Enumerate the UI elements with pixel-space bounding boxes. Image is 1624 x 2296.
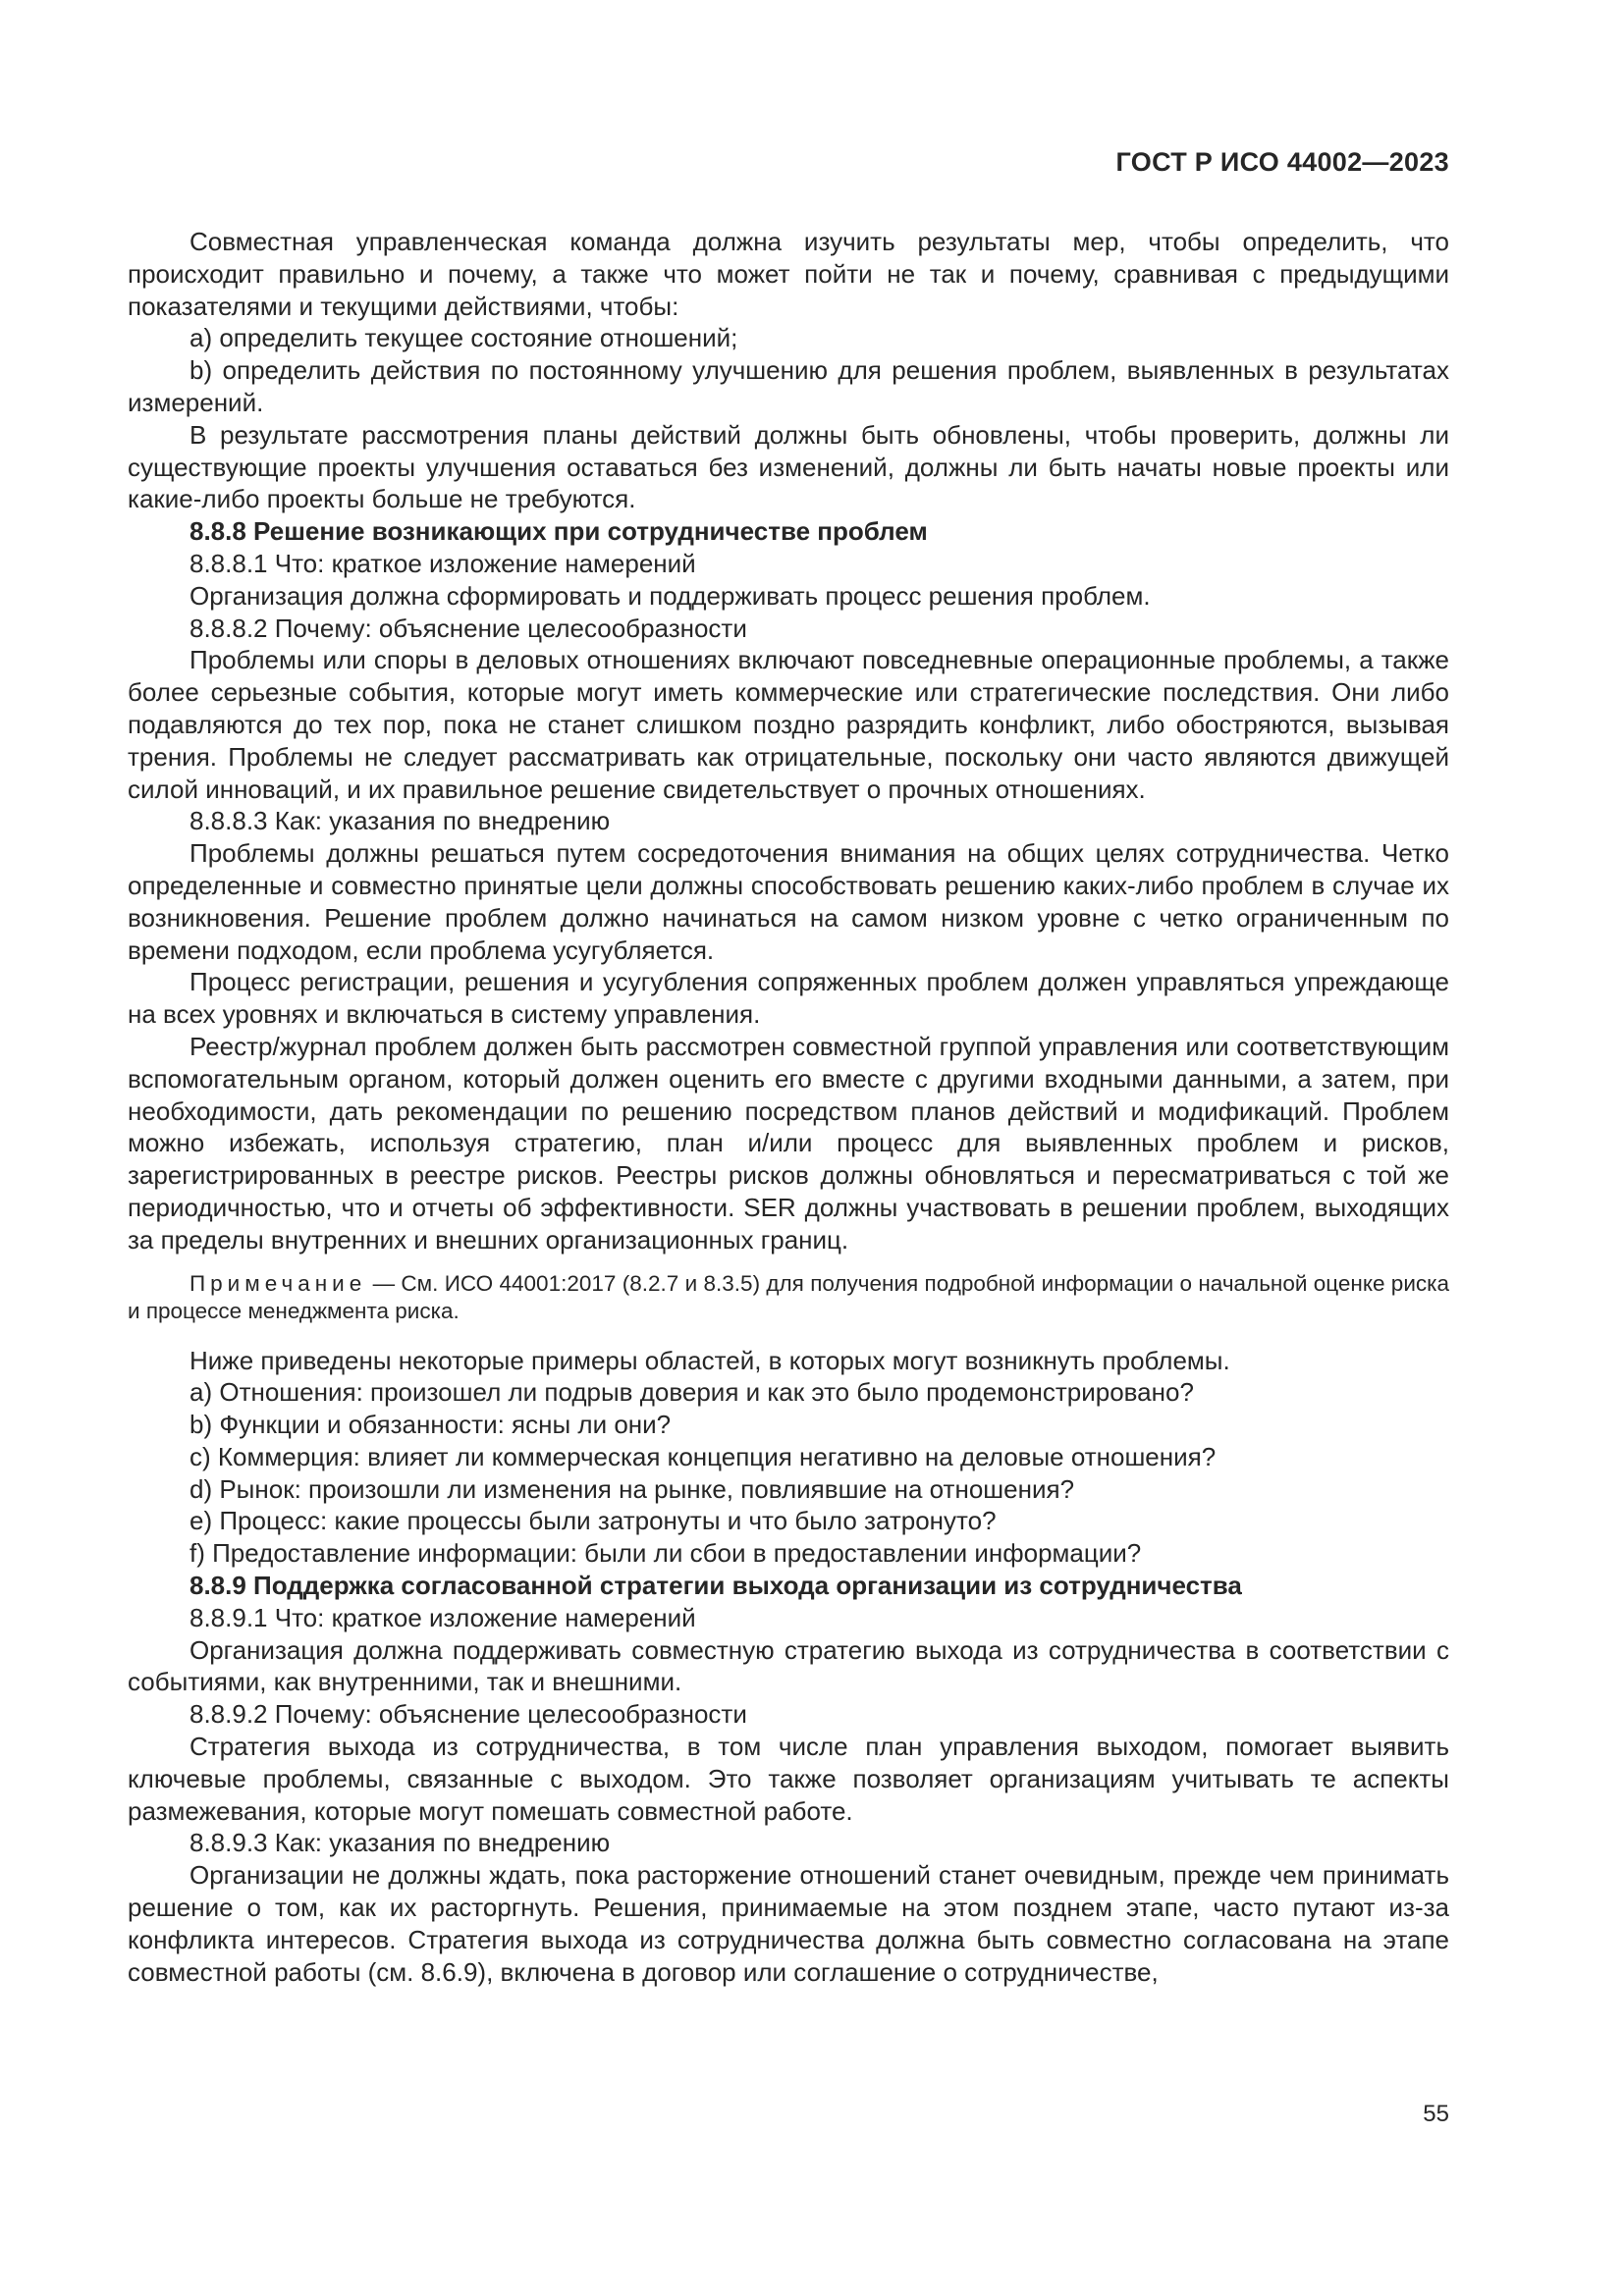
paragraph: 8.8.9.3 Как: указания по внедрению	[189, 1828, 611, 1858]
body-text-after-note	[128, 1345, 1449, 1989]
paragraph: e) Процесс: какие процессы были затронуты и что было затронуто?	[189, 1506, 997, 1536]
paragraph: a) определить текущее состояние отношений;	[189, 323, 738, 353]
paragraph: Организация должна сформировать и поддерживать процесс решения проблем.	[189, 580, 1151, 611]
paragraph: Процесс регистрации, решения и усугубления сопряженных проблем должен управляться упреждающе на всех уровнях и включаться в систему управления.	[128, 967, 1449, 1030]
section-heading: 8.8.8 Решение возникающих при сотрудничестве проблем	[189, 516, 928, 547]
paragraph: Ниже приведены некоторые примеры областей, в которых могут возникнуть проблемы.	[189, 1345, 1230, 1375]
document-body	[128, 226, 1449, 1988]
note-text: — См. ИСО 44001:2017 (8.2.7 и 8.3.5) для получения подробной информации о начальной оценке риска и процессе менеджмента риска.	[128, 1270, 1449, 1323]
paragraph: Реестр/журнал проблем должен быть рассмотрен совместной группой управления или соответствующим вспомогательным органом, который должен оценить его вместе с другими входными данными, а затем, при необходимости, дать рекомендации по решению посредством планов действий и модификаций. Проблем можно избежать, используя стратегию, план и/или процесс для выявленных проблем и рисков, зарегистрированных в реестре рисков. Реестры рисков должны обновляться и пересматриваться с той же периодичностью, что и отчеты об эффективности. SER должны участвовать в решении проблем, выходящих за пределы внутренних и внешних организационных границ.	[128, 1031, 1449, 1255]
paragraph: В результате рассмотрения планы действий должны быть обновлены, чтобы проверить, должны ли существующие проекты улучшения оставаться без изменений, должны ли быть начаты новые проекты или какие-либо проекты больше не требуются.	[128, 419, 1449, 514]
page-number: 55	[1423, 2101, 1449, 2127]
paragraph: f) Предоставление информации: были ли сбои в предоставлении информации?	[189, 1538, 1142, 1569]
paragraph: 8.8.9.2 Почему: объяснение целесообразности	[189, 1699, 747, 1730]
paragraph: Совместная управленческая команда должна изучить результаты мер, чтобы определить, что происходит правильно и почему, а также что может пойти не так и почему, сравнивая с предыдущими показателями и текущими действиями, чтобы:	[128, 227, 1449, 321]
paragraph: b) определить действия по постоянному улучшению для решения проблем, выявленных в результатах измерений.	[128, 355, 1449, 417]
section-heading: 8.8.9 Поддержка согласованной стратегии выхода организации из сотрудничества	[189, 1571, 1242, 1601]
paragraph: 8.8.9.1 Что: краткое изложение намерений	[189, 1602, 696, 1632]
paragraph: Организации не должны ждать, пока расторжение отношений станет очевидным, прежде чем принимать решение о том, как их расторгнуть. Решения, принимаемые на этом позднем этапе, часто путают из-за конфликта интересов. Стратегия выхода из сотрудничества должна быть совместно согласована на этапе совместной работы (см. 8.6.9), включена в договор или соглашение о сотрудничестве,	[128, 1860, 1449, 1987]
body-text-before-note	[128, 226, 1449, 1256]
paragraph: 8.8.8.3 Как: указания по внедрению	[189, 806, 611, 836]
paragraph: d) Рынок: произошли ли изменения на рынке, повлиявшие на отношения?	[189, 1473, 1075, 1504]
document-header: ГОСТ Р ИСО 44002—2023	[1115, 147, 1449, 177]
paragraph: Проблемы или споры в деловых отношениях включают повседневные операционные проблемы, а также более серьезные события, которые могут иметь коммерческие или стратегические последствия. Они либо подавляются до тех пор, пока не станет слишком поздно разрядить конфликт, либо обостряются, вызывая трения. Проблемы не следует рассматривать как отрицательные, поскольку они часто являются движущей силой инноваций, и их правильное решение свидетельствует о прочных отношениях.	[128, 645, 1449, 804]
paragraph: 8.8.8.2 Почему: объяснение целесообразности	[189, 613, 747, 643]
note-label: Примечание	[189, 1270, 367, 1296]
note-block	[128, 1270, 1449, 1325]
paragraph: Стратегия выхода из сотрудничества, в том числе план управления выходом, помогает выявить ключевые проблемы, связанные с выходом. Это также позволяет организациям учитывать те аспекты размежевания, которые могут помешать совместной работе.	[128, 1732, 1449, 1826]
paragraph: b) Функции и обязанности: ясны ли они?	[189, 1410, 672, 1440]
paragraph: 8.8.8.1 Что: краткое изложение намерений	[189, 548, 696, 578]
paragraph: Проблемы должны решаться путем сосредоточения внимания на общих целях сотрудничества. Четко определенные и совместно принятые цели должны способствовать решению каких-либо проблем в случае их возникновения. Решение проблем должно начинаться на самом низком уровне с четко ограниченным по времени подходом, если проблема усугубляется.	[128, 838, 1449, 965]
paragraph: Организация должна поддерживать совместную стратегию выхода из сотрудничества в соответствии с событиями, как внутренними, так и внешними.	[128, 1634, 1449, 1697]
paragraph: a) Отношения: произошел ли подрыв доверия и как это было продемонстрировано?	[189, 1377, 1194, 1408]
paragraph: c) Коммерция: влияет ли коммерческая концепция негативно на деловые отношения?	[189, 1441, 1217, 1471]
